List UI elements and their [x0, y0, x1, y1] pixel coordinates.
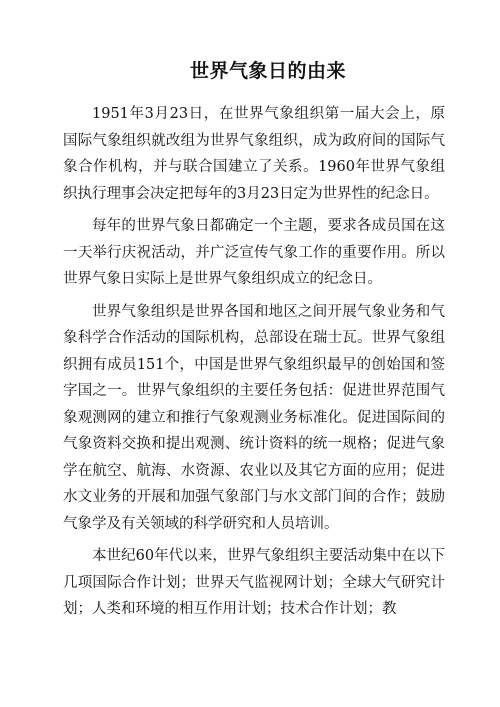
paragraph-4: 本世纪60年代以来，世界气象组织主要活动集中在以下几项国际合作计划；世界天气监视网计划；全球大气研究计划；人类和环境的相互作用计划；技术合作计划；教 — [63, 548, 445, 617]
paragraph-1: 1951年3月23日，在世界气象组织第一届大会上，原国际气象组织就改组为世界气象组织，成为政府间的国际气象合作机构，并与联合国建立了关系。1960年世界气象组织执行理事会决定把每年的3月23日定为世界性的纪念日。 — [63, 106, 445, 202]
document-title: 世界气象日的由来 — [189, 60, 346, 82]
document-page — [63, 58, 445, 629]
paragraph-3: 世界气象组织是世界各国和地区之间开展气象业务和气象科学合作活动的国际机构，总部设在瑞士瓦。世界气象组织拥有成员151个，中国是世界气象组织最早的创始国和签字国之一。世界气象组织的主要任务包括：促进世界范围气象观测网的建立和推行气象观测业务标准化。促进国际间的气象资料交换和提出观测、统计资料的统一规格；促进气象学在航空、航海、水资源、农业以及其它方面的应用；促进水文业务的开展和加强气象部门与水文部门间的合作；鼓励气象学及有关领域的科学研究和人员培训。 — [63, 303, 445, 532]
paragraph-2: 每年的世界气象日都确定一个主题，要求各成员国在这一天举行庆祝活动，并广泛宣传气象工作的重要作用。所以世界气象日实际上是世界气象组织成立的纪念日。 — [63, 218, 445, 287]
